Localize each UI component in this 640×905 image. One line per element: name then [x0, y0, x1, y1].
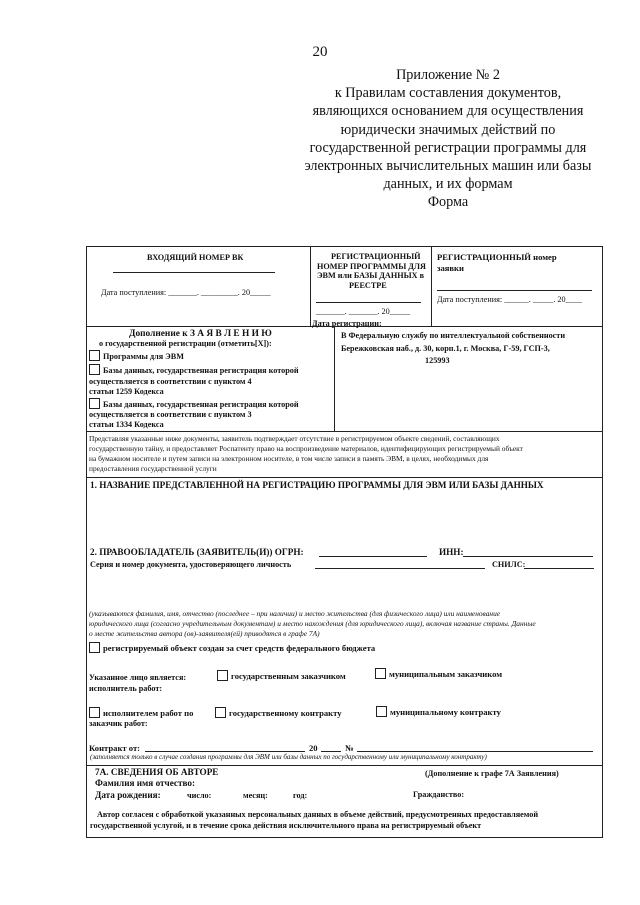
option-label: государственному контракту	[229, 708, 342, 718]
option-database-1334[interactable]	[89, 398, 299, 410]
state-customer-option[interactable]	[217, 670, 346, 681]
incoming-number-field[interactable]	[113, 272, 275, 273]
application-title-line: заявки	[437, 263, 464, 273]
contract-from-label: Контракт от:	[89, 743, 141, 753]
checkbox[interactable]	[89, 398, 100, 409]
consent-line: государственную тайну, и предоставляет Роспатенту право на воспроизведение материалов, идентифицирующих регистрируемый объект	[89, 444, 523, 453]
header-line: Приложение № 2	[396, 67, 500, 83]
municipal-customer-option[interactable]	[375, 668, 502, 679]
doc-field[interactable]	[315, 568, 485, 569]
customer-label: заказчик работ:	[89, 719, 148, 728]
option-line: осуществляется в соответствии с пунктом 3	[89, 410, 252, 419]
registry-title-line: НОМЕР ПРОГРАММЫ ДЛЯ	[317, 261, 426, 271]
option-label: Базы данных, государственная регистрация которой	[103, 400, 299, 409]
citizenship-label: Гражданство:	[413, 790, 465, 799]
consent-line: Представляя указанные ниже документы, заявитель подтверждает отсутствие в регистрируемом объекте сведений, составляющих	[89, 434, 500, 443]
header-line: Форма	[427, 194, 469, 211]
application-number-title	[437, 252, 557, 274]
checkbox[interactable]	[89, 364, 100, 375]
option-line: осуществляется в соответствии с пунктом 4	[89, 377, 252, 386]
section2-title: 2. ПРАВООБЛАДАТЕЛЬ (ЗАЯВИТЕЛЬ(И)) ОГРН:	[90, 547, 304, 557]
supplement-subtitle: о государственной регистрации (отметить[X]):	[99, 339, 272, 348]
option-label: исполнителем работ по	[103, 708, 194, 718]
month-label: месяц:	[243, 791, 268, 800]
option-label: Базы данных, государственная регистрация которой	[103, 366, 299, 375]
executor-option[interactable]	[89, 707, 193, 718]
checkbox[interactable]	[376, 706, 387, 717]
birth-label: Дата рождения:	[95, 790, 161, 800]
divider	[431, 247, 432, 327]
inn-field[interactable]	[463, 556, 593, 557]
section7a-title: 7А. СВЕДЕНИЯ ОБ АВТОРЕ	[95, 767, 219, 777]
contract-date-field[interactable]	[145, 751, 305, 752]
registry-title-line: РЕЕСТРЕ	[349, 280, 387, 290]
supplement-title: Дополнение к З А Я В Л Е Н И Ю	[129, 329, 272, 339]
option-label: муниципальному контракту	[390, 707, 501, 717]
executor-label: исполнитель работ:	[89, 684, 163, 693]
application-number-field[interactable]	[437, 290, 592, 291]
federal-budget-option[interactable]	[89, 642, 375, 653]
addressee-line: Бережковская наб., д. 30, корп.1, г. Москва, Г-59, ГСП-3,	[341, 344, 550, 353]
section1-title: 1. НАЗВАНИЕ ПРЕДСТАВЛЕННОЙ НА РЕГИСТРАЦИЮ ПРОГРАММЫ ДЛЯ ЭВМ ИЛИ БАЗЫ ДАННЫХ	[90, 480, 544, 490]
registry-number-title	[317, 252, 426, 290]
contract-number-label: №	[345, 743, 354, 753]
option-line: статьи 1334 Кодекса	[89, 420, 164, 429]
contract-year-field[interactable]	[321, 751, 341, 752]
consent-line: предоставления государственной услуги	[89, 464, 217, 473]
state-contract-option[interactable]	[215, 707, 342, 718]
checkbox[interactable]	[89, 642, 100, 653]
application-title-line: РЕГИСТРАЦИОННЫЙ номер	[437, 252, 557, 262]
registry-date-label: Дата регистрации:	[312, 319, 382, 328]
snils-field[interactable]	[524, 568, 594, 569]
divider	[87, 765, 602, 766]
contract-year: 20	[309, 743, 318, 753]
year-label: год:	[293, 791, 308, 800]
municipal-contract-option[interactable]	[376, 706, 501, 717]
application-date[interactable]: Дата поступления: ______. _____. 20____	[437, 295, 582, 304]
inn-label: ИНН:	[439, 547, 464, 557]
checkbox[interactable]	[215, 707, 226, 718]
option-label: регистрируемый объект создан за счет средств федерального бюджета	[103, 643, 376, 653]
person-is-label: Указанное лицо является:	[89, 673, 187, 682]
option-database-1259[interactable]	[89, 364, 299, 376]
registry-title-line: РЕГИСТРАЦИОННЫЙ	[331, 252, 421, 261]
option-label: Программы для ЭВМ	[103, 352, 184, 361]
note-line: юридического лица (согласно учредительным документам) и место нахождения (для юридического лица), включая название страны. Данные	[89, 619, 536, 628]
checkbox[interactable]	[217, 670, 228, 681]
day-label: число:	[187, 791, 212, 800]
fio-label: Фамилия имя отчество:	[95, 778, 196, 788]
registry-number-field[interactable]	[316, 302, 421, 303]
application-form	[86, 246, 603, 838]
consent-line: на бумажном носителе и путем записи на электронном носителе, в том числе записи в память ЭВМ, в целях, необходимых для	[89, 454, 489, 463]
contract-number-field[interactable]	[357, 751, 593, 752]
option-label: государственным заказчиком	[231, 671, 346, 681]
registry-date[interactable]: _______. _______. 20_____	[316, 307, 411, 316]
note-line: о месте жительства автора (ов)-заявителя(ей) приводятся в графе 7А)	[89, 629, 320, 638]
note-line: (указываются фамилия, имя, отчество (последнее – при наличии) и место жительства (для физического лица) или наименование	[89, 609, 501, 618]
header-line: являющихся основанием для осуществления	[312, 103, 584, 120]
option-line: статьи 1259 Кодекса	[89, 387, 164, 396]
registry-title-line: ЭВМ или БАЗЫ ДАННЫХ в	[317, 271, 424, 280]
snils-label: СНИЛС:	[492, 560, 526, 569]
author-consent-line: Автор согласен с обработкой указанных персональных данных в объеме действий, предусмотренных предоставляемой	[97, 810, 539, 819]
header-line: к Правилам составления документов,	[334, 85, 562, 102]
checkbox[interactable]	[375, 668, 386, 679]
contract-note: (заполняется только в случае создания программы для ЭВМ или базы данных по государственному или муниципальному контракту)	[90, 753, 487, 761]
incoming-number-title: ВХОДЯЩИЙ НОМЕР ВК	[147, 253, 244, 262]
page-number: 20	[312, 44, 328, 60]
checkbox[interactable]	[89, 707, 100, 718]
header-line: данных, и их формам	[383, 176, 513, 193]
divider	[87, 431, 602, 432]
divider	[334, 326, 335, 432]
option-label: муниципальным заказчиком	[389, 669, 503, 679]
program-name-field[interactable]	[90, 493, 598, 543]
checkbox[interactable]	[89, 350, 100, 361]
addressee-line: В Федеральную службу по интеллектуальной собственности	[341, 331, 566, 340]
incoming-date[interactable]: Дата поступления: _______. _________. 20_____	[101, 288, 271, 297]
header-line: юридически значимых действий по	[340, 121, 556, 138]
ogrn-field[interactable]	[319, 556, 427, 557]
header-line: государственной регистрации программы для	[309, 139, 587, 156]
option-program[interactable]	[89, 350, 184, 362]
doc-label: Серия и номер документа, удостоверяющего личность	[90, 560, 292, 569]
appendix-header	[282, 66, 614, 212]
addressee-line: 125993	[425, 356, 450, 365]
divider	[310, 247, 311, 327]
author-consent-line: государственной услугой, и в течение срока действия исключительного права на регистрируемый объект	[90, 821, 482, 830]
divider	[87, 477, 602, 478]
supplement-note: (Дополнение к графе 7А Заявления)	[425, 769, 559, 778]
header-line: электронных вычислительных машин или базы	[304, 158, 592, 175]
